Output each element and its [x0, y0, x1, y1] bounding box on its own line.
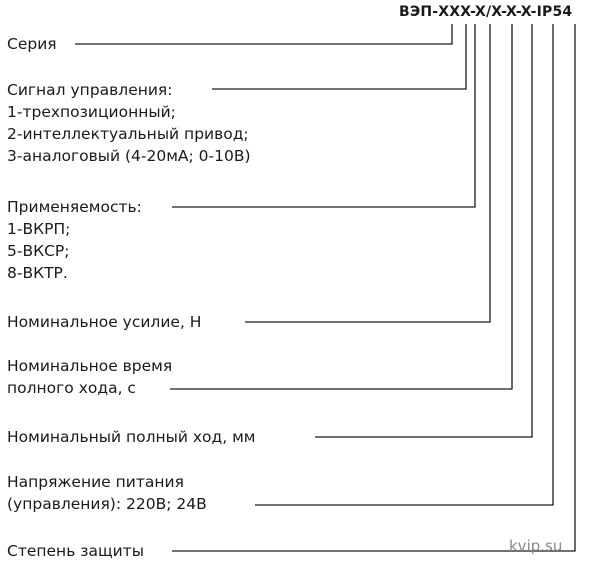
label-applicability-3: 8-ВКТР.: [7, 264, 68, 282]
label-applicability-1: 1-ВКРП;: [7, 220, 71, 238]
label-series: Серия: [7, 35, 57, 53]
label-stroke: Номинальный полный ход, мм: [7, 428, 256, 446]
leader-protection: [172, 24, 575, 551]
label-voltage-line1: Напряжение питания: [7, 473, 184, 491]
leader-applicability: [172, 24, 475, 207]
leader-stroke: [315, 24, 532, 437]
label-protection: Степень защиты: [7, 542, 144, 560]
watermark: kvip.su: [509, 537, 563, 555]
label-time-line2: полного хода, с: [7, 379, 136, 397]
label-time-line1: Номинальное время: [7, 357, 173, 375]
label-applicability-title: Применяемость:: [7, 198, 142, 216]
label-applicability-2: 5-ВКСР;: [7, 242, 70, 260]
label-voltage-line2: (управления): 220В; 24В: [7, 495, 207, 513]
label-signal-title: Сигнал управления:: [7, 81, 173, 99]
label-signal-3: 3-аналоговый (4-20мА; 0-10В): [7, 147, 251, 165]
label-signal-2: 2-интеллектуальный привод;: [7, 125, 249, 143]
leader-series: [75, 24, 452, 44]
leader-voltage: [255, 24, 553, 505]
label-force: Номинальное усилие, Н: [7, 313, 202, 331]
model-code: ВЭП-XXX-X/X-X-X-IP54: [399, 4, 573, 20]
label-signal-1: 1-трехпозиционный;: [7, 103, 176, 121]
leader-force: [245, 24, 490, 322]
leader-signal: [212, 24, 466, 89]
